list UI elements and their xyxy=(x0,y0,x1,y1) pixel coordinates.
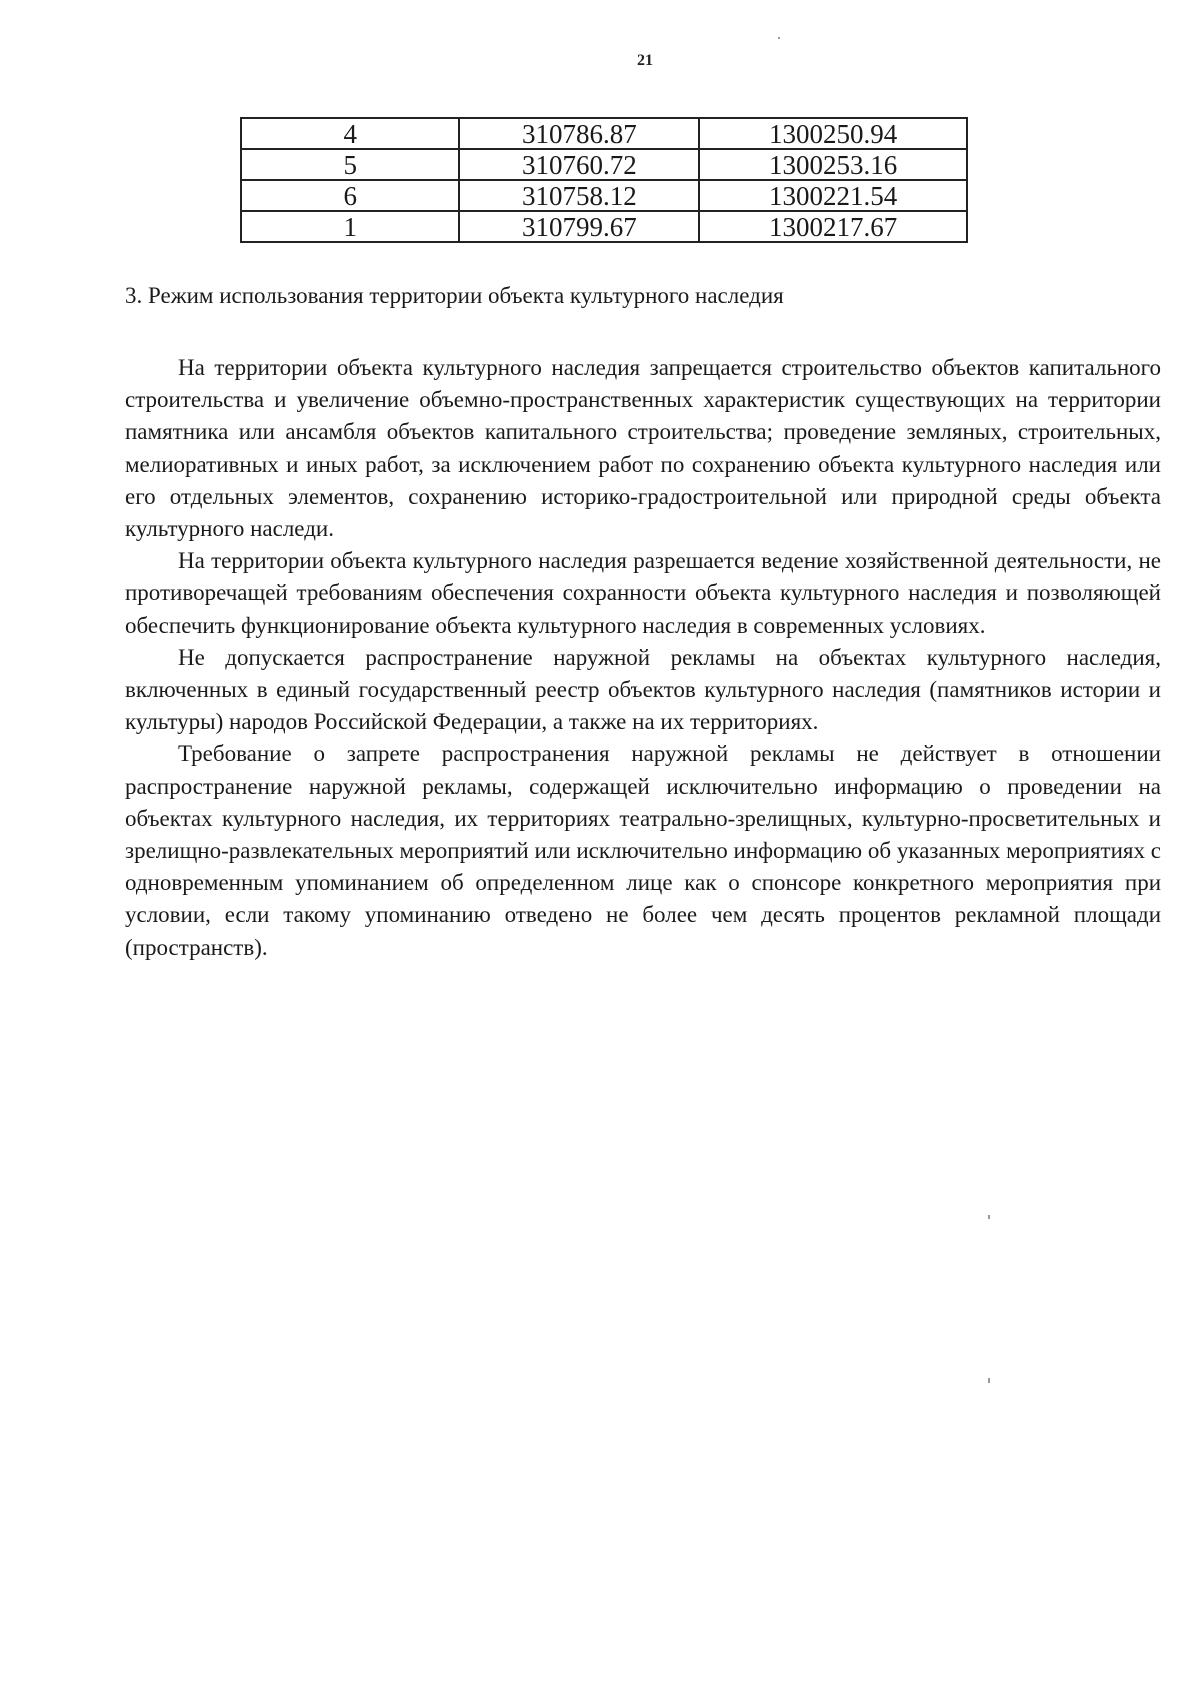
x-coordinate-cell: 310786.87 xyxy=(459,118,699,149)
table-row xyxy=(241,118,967,149)
scan-speck xyxy=(988,1378,990,1383)
y-coordinate-cell: 1300217.67 xyxy=(699,211,967,242)
y-coordinate-cell: 1300253.16 xyxy=(699,149,967,180)
x-coordinate-cell: 310760.72 xyxy=(459,149,699,180)
scan-speck xyxy=(778,37,780,39)
page-number: 21 xyxy=(637,52,653,69)
point-number-cell: 1 xyxy=(241,211,459,242)
y-coordinate-cell: 1300221.54 xyxy=(699,180,967,211)
table-row xyxy=(241,180,967,211)
point-number-cell: 6 xyxy=(241,180,459,211)
y-coordinate-cell: 1300250.94 xyxy=(699,118,967,149)
body-text xyxy=(125,352,1161,964)
point-number-cell: 5 xyxy=(241,149,459,180)
coordinates-table xyxy=(240,117,968,243)
x-coordinate-cell: 310799.67 xyxy=(459,211,699,242)
paragraph-advertising-exception: Требование о запрете распространения наружной рекламы не действует в отношении распространение наружной рекламы, содержащей исключительно информацию о проведении на объектах культурного наследия, их территориях театрально-зрелищных, культурно-просветительных и зрелищно-развлекательных мероприятий или исключительно информацию об указанных мероприятиях с одновременным упоминанием об определенном лице как о спонсоре конкретного мероприятия при условии, если такому упоминанию отведено не более чем десять процентов рекламной площади (пространств). xyxy=(125,741,1161,960)
table-row xyxy=(241,211,967,242)
table-row xyxy=(241,149,967,180)
paragraph-permitted-activity: На территории объекта культурного наследия разрешается ведение хозяйственной деятельности, не противоречащей требованиям обеспечения сохранности объекта культурного наследия и позволяющей обеспечить функционирование объекта культурного наследия в современных условиях. xyxy=(125,548,1161,638)
paragraph-advertising-ban: Не допускается распространение наружной рекламы на объектах культурного наследия, включенных в единый государственный реестр объектов культурного наследия (памятников истории и культуры) народов Российской Федерации, а также на их территориях. xyxy=(125,644,1161,735)
point-number-cell: 4 xyxy=(241,118,459,149)
scan-speck xyxy=(988,1215,990,1219)
x-coordinate-cell: 310758.12 xyxy=(459,180,699,211)
section-heading: 3. Режим использования территории объекта культурного наследия xyxy=(125,283,784,308)
paragraph-construction-ban: На территории объекта культурного наследия запрещается строительство объектов капитального строительства и увеличение объемно-пространственных характеристик существующих на территории памятника или ансамбля объектов капитального строительства; проведение земляных, строительных, мелиоративных и иных работ, за исключением работ по сохранению объекта культурного наследия или его отдельных элементов, сохранению историко-градостроительной или природной среды объекта культурного наследи. xyxy=(125,355,1161,542)
